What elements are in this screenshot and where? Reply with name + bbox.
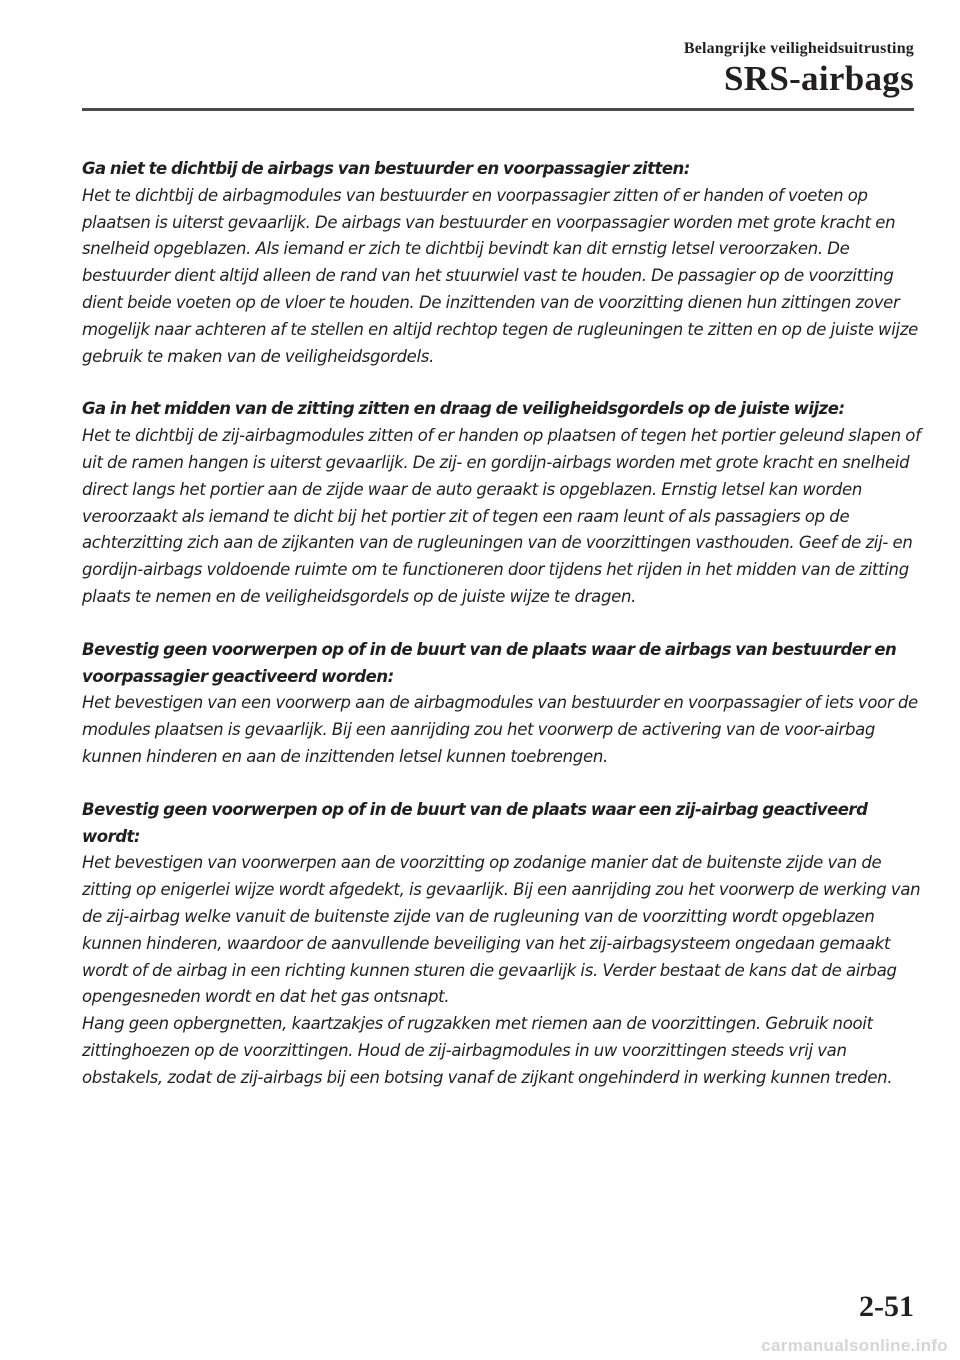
warning-paragraph: Het te dichtbij de zij-airbagmodules zitten of er handen op plaatsen of tegen het portier geleund slapen of uit de ramen hangen is uiterst gevaarlijk. De zij- en gordijn-airbags worden met grote kracht en snelheid direct langs het portier aan de zijde waar de auto geraakt is opgeblazen. Ernstig letsel kan worden veroorzaakt als iemand te dicht bij het portier zit of tegen een raam leunt of als passagiers op de achterzitting zich aan de zijkanten van de rugleuningen van de voorzittingen vasthouden. Geef de zij- en gordijn-airbags voldoende ruimte om te functioneren door tijdens het rijden in het midden van de zitting plaats te nemen en de veiligheidsgordels op de juiste wijze te dragen. <box>82 426 921 606</box>
section-name: Belangrijke veiligheidsuitrusting <box>683 40 914 57</box>
warning-block <box>82 797 922 1092</box>
warning-heading: Ga in het midden van de zitting zitten en draag de veiligheidsgordels op de juiste wijze: <box>82 399 845 419</box>
warning-content <box>82 156 922 1118</box>
page-number: 2-51 <box>859 1290 914 1323</box>
warning-heading: Bevestig geen voorwerpen op of in de buurt van de plaats waar de airbags van bestuurder en voorpassagier geactiveerd worden: <box>82 639 897 686</box>
warning-block <box>82 396 922 610</box>
watermark: carmanualsonline.info <box>761 1336 948 1355</box>
warning-paragraph: Het te dichtbij de airbagmodules van bestuurder en voorpassagier zitten of er handen of voeten op plaatsen is uiterst gevaarlijk. De airbags van bestuurder en voorpassagier worden met grote kracht en snelheid opgeblazen. Als iemand er zich te dichtbij bevindt kan dit ernstig letsel veroorzaken. De bestuurder dient altijd alleen de rand van het stuurwiel vast te houden. De passagier op de voorzitting dient beide voeten op de vloer te houden. De inzittenden van de voorzitting dienen hun zittingen zover mogelijk naar achteren af te stellen en altijd rechtop tegen de rugleuningen te zitten en op de juiste wijze gebruik te maken van de veiligheidsgordels. <box>82 185 919 366</box>
warning-block <box>82 156 922 370</box>
warning-block <box>82 637 922 771</box>
header-divider <box>82 108 914 111</box>
warning-paragraph: Hang geen opbergnetten, kaartzakjes of rugzakken met riemen aan de voorzittingen. Gebruik nooit zittinghoezen op de voorzittingen. Houd de zij-airbagmodules in uw voorzittingen steeds vrij van obstakels, zodat de zij-airbags bij een botsing vanaf de zijkant ongehinderd in werking kunnen treden. <box>82 1014 893 1087</box>
warning-paragraph: Het bevestigen van een voorwerp aan de airbagmodules van bestuurder en voorpassagier of iets voor de modules plaatsen is gevaarlijk. Bij een aanrijding zou het voorwerp de activering van de voor-airbag kunnen hinderen en aan de inzittenden letsel kunnen toebrengen. <box>82 693 918 766</box>
page-title: SRS-airbags <box>723 59 914 98</box>
warning-heading: Ga niet te dichtbij de airbags van bestuurder en voorpassagier zitten: <box>82 159 690 178</box>
warning-paragraph: Het bevestigen van voorwerpen aan de voorzitting op zodanige manier dat de buitenste zijde van de zitting op enigerlei wijze wordt afgedekt, is gevaarlijk. Bij een aanrijding zou het voorwerp de werking van de zij-airbag welke vanuit de buitenste zijde van de rugleuning van de voorzitting wordt opgeblazen kunnen hinderen, waardoor de aanvullende beveiliging van het zij-airbagsysteem ongedaan gemaakt wordt of de airbag in een richting kunnen sturen die gevaarlijk is. Verder bestaat de kans dat de airbag opengesneden wordt en dat het gas ontsnapt. <box>82 853 921 1007</box>
warning-heading: Bevestig geen voorwerpen op of in de buurt van de plaats waar een zij-airbag geactiveerd wordt: <box>82 799 868 846</box>
